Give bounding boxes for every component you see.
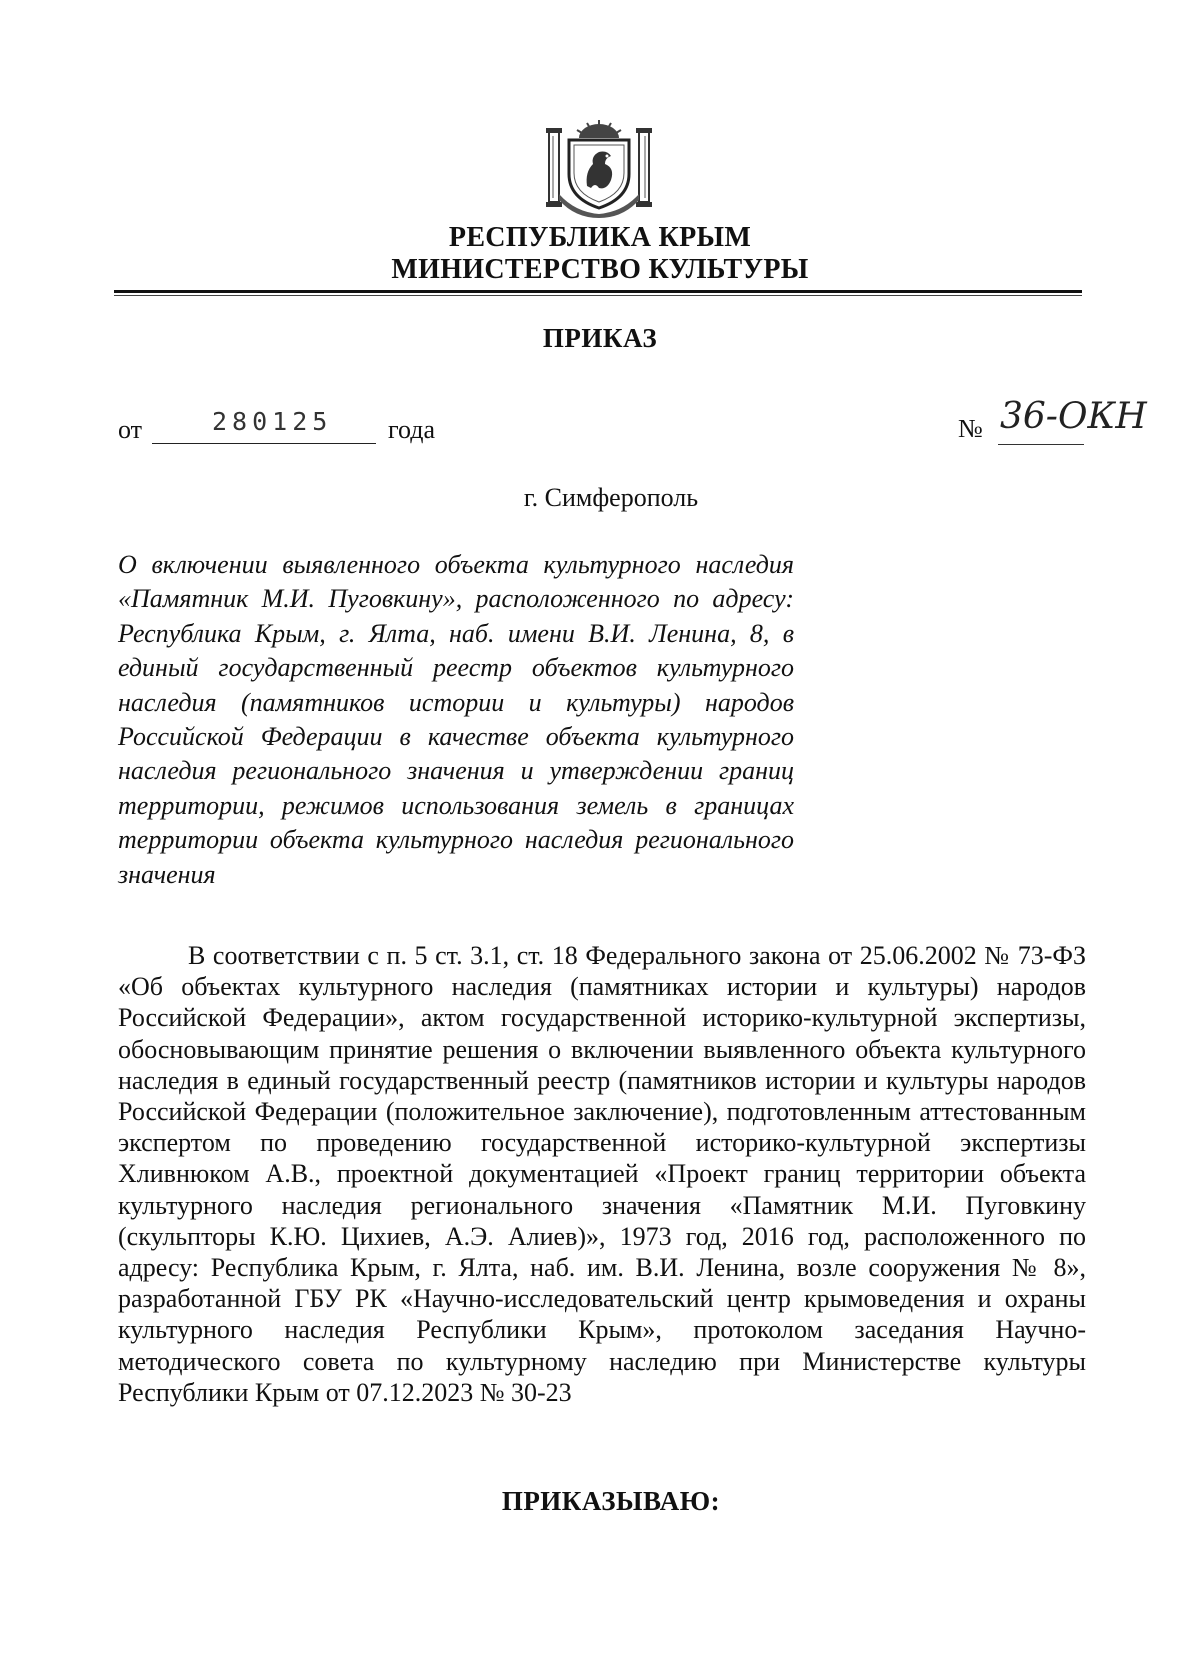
date-underline [152,443,376,444]
order-title: ПРИКАЗ [542,323,658,353]
header-divider-thin [114,295,1082,296]
date-suffix: года [388,415,436,444]
organization-header [0,222,1200,286]
order-preamble: В соответствии с п. 5 ст. 3.1, ст. 18 Федерального закона от 25.06.2002 № 73-ФЗ «Об объектах культурного наследия (памятниках истории и культуры) народов Российской Федерации», актом государственной историко-культурной экспертизы, обосновывающим принятие решения о включении выявленного объекта культурного наследия в единый государственный реестр (памятников истории и культуры народов Российской Федерации (положительное заключение), подготовленным аттестованным экспертом по проведению государственной историко-культурной экспертизы Хливнюком А.В., проектной документацией «Проект границ территории объекта культурного наследия регионального значения «Памятник М.И. Пуговкину (скульпторы К.Ю. Цихиев, А.Э. Алиев)», 1973 год, 2016 год, расположенного по адресу: Республика Крым, г. Ялта, наб. им. В.И. Ленина, возле сооружения № 8», разработанной ГБУ РК «Научно-исследовательский центр крымоведения и охраны культурного наследия Республики Крым», протоколом заседания Научно-методического совета по культурному наследию при Министерстве культуры Республики Крым от 07.12.2023 № 30-23 [118,941,1086,1407]
decree-heading: ПРИКАЗЫВАЮ: [501,1486,721,1516]
issue-city: г. Симферополь [523,483,699,512]
header-divider-thick [114,290,1082,293]
date-prefix: от [118,415,143,444]
crimea-coat-of-arms-icon [545,118,653,218]
header-republic: РЕСПУБЛИКА КРЫМ [448,222,752,253]
number-underline [998,444,1084,445]
number-sign: № [958,414,983,443]
date-stamp: 280125 [212,407,333,436]
header-ministry: МИНИСТЕРСТВО КУЛЬТУРЫ [391,254,809,285]
order-subject: О включении выявленного объекта культурного наследия «Памятник М.И. Пуговкину», расположенного по адресу: Республика Крым, г. Ялта, наб. имени В.И. Ленина, 8, в единый государственный реестр объектов культурного наследия (памятников истории и культуры) народов Российской Федерации в качестве объекта культурного наследия регионального значения и утверждении границ территории, режимов использования земель в границах территории объекта культурного наследия регионального значения [118,550,794,889]
order-number-handwritten: 36-ОКН [1000,396,1147,437]
